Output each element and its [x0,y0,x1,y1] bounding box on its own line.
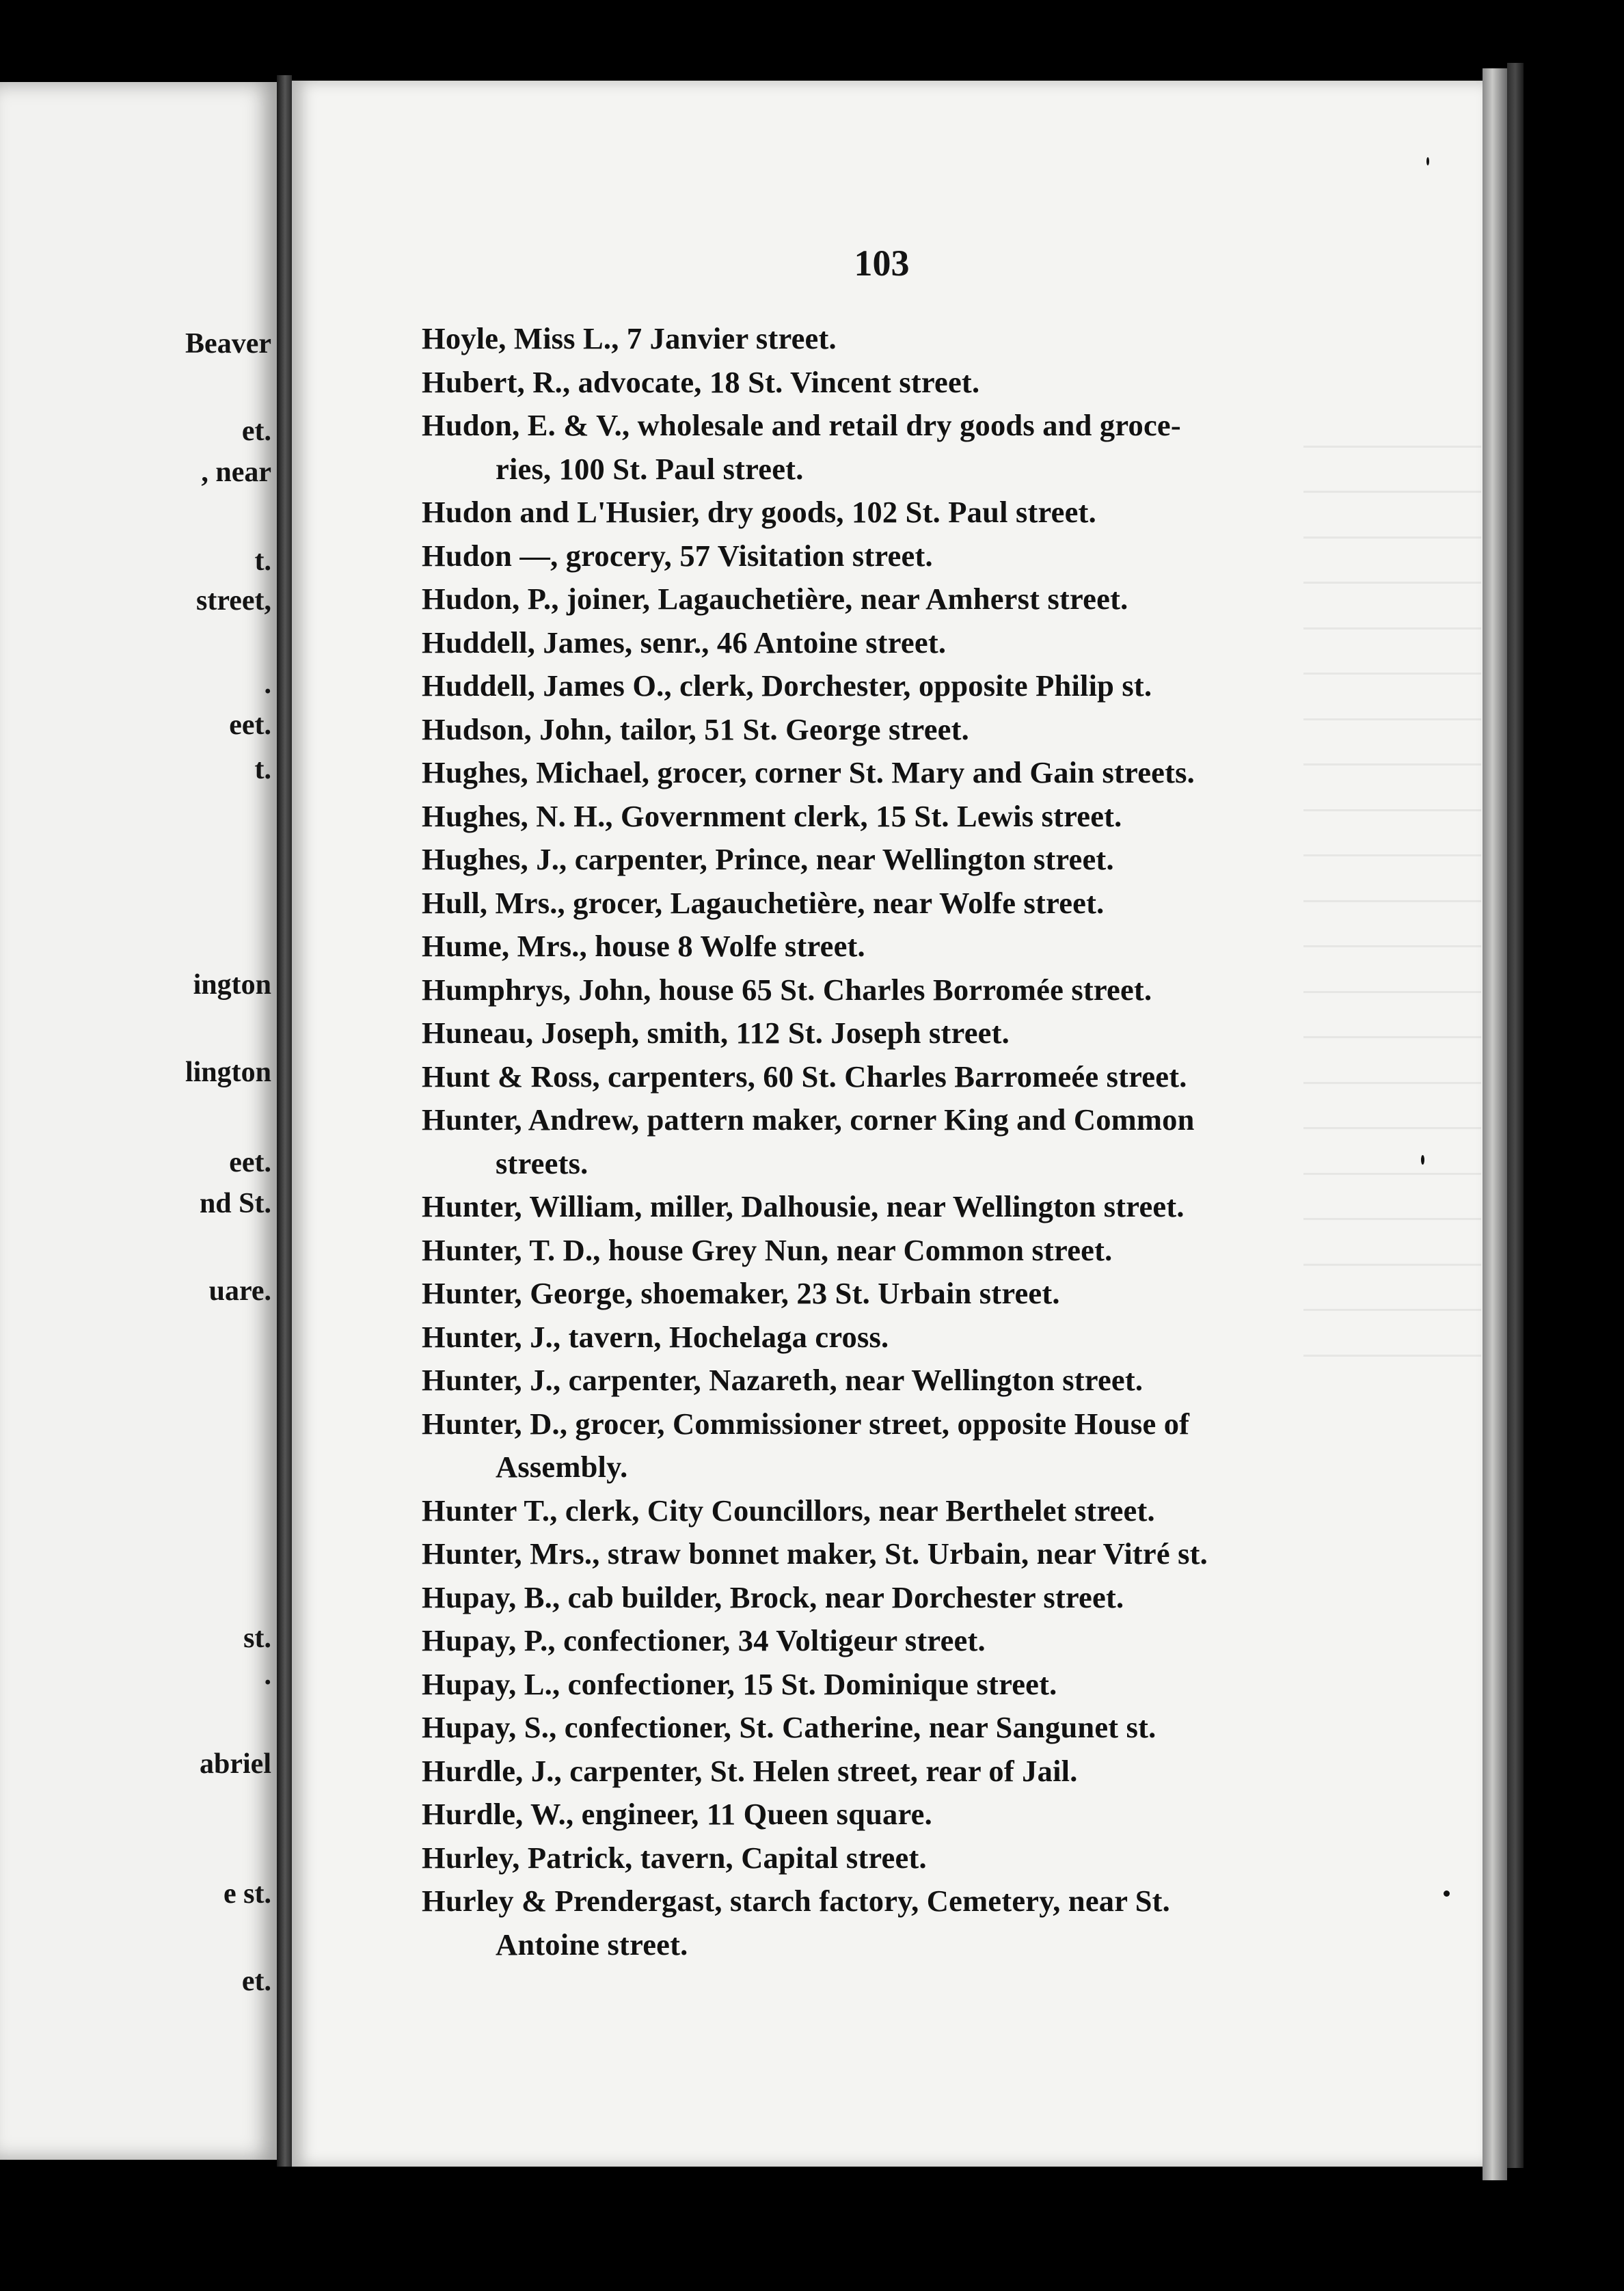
directory-entry-continuation: Assembly. [496,1450,628,1484]
directory-entries [422,317,1461,1966]
left-page-fragment: e st. [224,1878,271,1910]
directory-entry: Hunter, J., carpenter, Nazareth, near Wellington street. [422,1363,1143,1397]
left-page-fragment: abriel [200,1748,271,1780]
book-cover-edge [1507,63,1524,2168]
directory-entry: Hurley, Patrick, tavern, Capital street. [422,1840,927,1875]
left-page-fragment: lington [185,1057,271,1088]
left-page-fragment: Beaver [185,328,271,360]
directory-entry-continuation: streets. [496,1146,588,1180]
directory-entry: Hubert, R., advocate, 18 St. Vincent street. [422,364,980,399]
directory-entry: Huneau, Joseph, smith, 112 St. Joseph street. [422,1016,1010,1050]
directory-entry: Hudson, John, tailor, 51 St. George street. [422,711,969,746]
directory-entry: Hupay, B., cab builder, Brock, near Dorchester street. [422,1580,1124,1614]
directory-entry: Hudon, E. & V., wholesale and retail dry goods and groce- [422,408,1181,442]
ink-speck [1421,1155,1424,1165]
left-page-fragment: st. [243,1623,271,1654]
directory-entry: Hurley & Prendergast, starch factory, Cemetery, near St. [422,1884,1170,1918]
left-page-fragment: uare. [208,1275,271,1307]
directory-entry: Hunter, William, miller, Dalhousie, near Wellington street. [422,1189,1185,1223]
page-number: 103 [854,243,910,284]
left-page-fragment: nd St. [199,1188,271,1219]
ink-speck [1444,1890,1450,1897]
directory-entry: Hughes, Michael, grocer, corner St. Mary and Gain streets. [422,755,1195,789]
left-page-partial [0,82,277,2160]
directory-entry: Hull, Mrs., grocer, Lagauchetière, near Wolfe street. [422,885,1105,920]
book-gutter [277,75,292,2167]
directory-entry: Hudon —, grocery, 57 Visitation street. [422,538,933,573]
directory-entry: Hughes, N. H., Government clerk, 15 St. Lewis street. [422,798,1122,833]
directory-entry: Huddell, James, senr., 46 Antoine street. [422,625,947,660]
directory-entry: Hunter T., clerk, City Councillors, near Berthelet street. [422,1493,1155,1528]
ink-speck [1426,157,1429,165]
left-page-fragment: eet. [229,709,271,741]
directory-entry: Hurdle, W., engineer, 11 Queen square. [422,1797,932,1831]
left-page-fragment: et. [241,416,271,447]
directory-entry: Hunter, Mrs., straw bonnet maker, St. Urbain, near Vitré st. [422,1536,1208,1571]
directory-entry: Hunter, D., grocer, Commissioner street, opposite House of [422,1406,1190,1441]
directory-entry-continuation: Antoine street. [496,1927,688,1962]
left-page-fragment: t. [254,545,271,577]
directory-entry: Humphrys, John, house 65 St. Charles Borromée street. [422,972,1152,1007]
directory-entry: Hunter, Andrew, pattern maker, corner King and Common [422,1102,1195,1137]
directory-entry: Hoyle, Miss L., 7 Janvier street. [422,321,837,355]
directory-entry: Hudon and L'Husier, dry goods, 102 St. Paul street. [422,495,1096,529]
page-edge [1483,68,1507,2180]
directory-entry-continuation: ries, 100 St. Paul street. [496,451,804,486]
directory-entry: Hume, Mrs., house 8 Wolfe street. [422,929,865,963]
directory-entry: Hunter, T. D., house Grey Nun, near Common street. [422,1232,1113,1267]
left-page-fragment: ington [193,969,271,1001]
directory-entry: Hunt & Ross, carpenters, 60 St. Charles Barromeée street. [422,1059,1187,1094]
left-page-fragment: eet. [229,1147,271,1178]
directory-entry: Hupay, S., confectioner, St. Catherine, near Sangunet st. [422,1710,1156,1744]
directory-page [292,81,1483,2167]
left-page-fragment: street, [196,585,271,616]
left-page-fragment: . [264,1659,271,1691]
directory-entry: Hunter, George, shoemaker, 23 St. Urbain street. [422,1276,1060,1310]
directory-entry: Huddell, James O., clerk, Dorchester, opposite Philip st. [422,668,1152,703]
directory-entry: Hudon, P., joiner, Lagauchetière, near Amherst street. [422,582,1128,616]
left-page-fragment: et. [241,1966,271,1997]
directory-entry: Hunter, J., tavern, Hochelaga cross. [422,1319,889,1354]
left-page-fragment: t. [254,754,271,785]
directory-entry: Hupay, P., confectioner, 34 Voltigeur street. [422,1623,986,1657]
directory-entry: Hupay, L., confectioner, 15 St. Dominique street. [422,1666,1057,1701]
directory-entry: Hughes, J., carpenter, Prince, near Wellington street. [422,842,1114,876]
directory-entry: Hurdle, J., carpenter, St. Helen street, rear of Jail. [422,1753,1078,1788]
left-page-fragment: . [264,668,271,700]
left-page-fragment: , near [201,457,271,488]
